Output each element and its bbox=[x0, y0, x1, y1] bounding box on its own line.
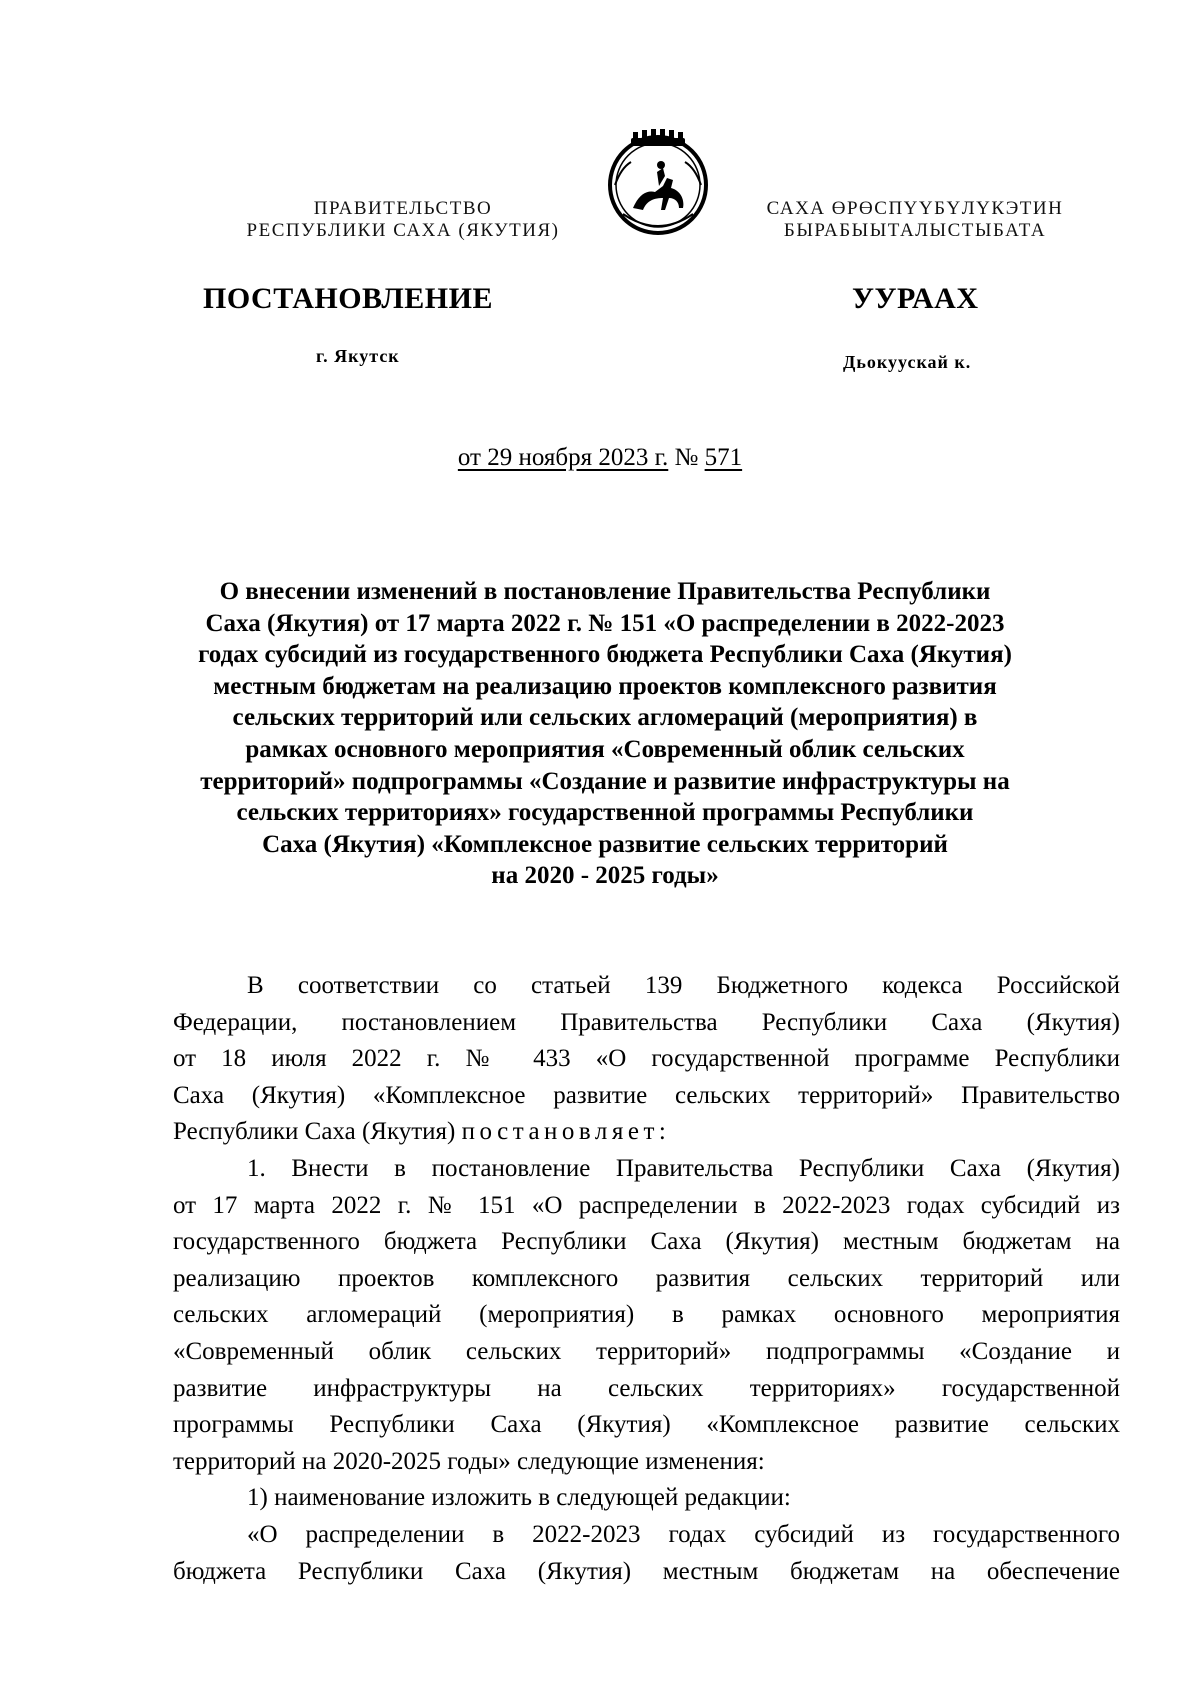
body-line: В соответствии со статьей 139 Бюджетного кодекса Российской bbox=[247, 972, 1120, 999]
body-line: «О распределении в 2022-2023 годах субсидий из государственного bbox=[247, 1520, 1120, 1548]
document-number: 571 bbox=[704, 444, 743, 471]
number-sign: № bbox=[674, 444, 699, 471]
body-line: реализацию проектов комплексного развития сельских территорий или bbox=[173, 1264, 1120, 1292]
body-line: Федерации, постановлением Правительства Республики Саха (Якутия) bbox=[173, 1008, 1120, 1036]
left-doctype: ПОСТАНОВЛЕНИЕ bbox=[203, 282, 493, 315]
body-line: государственного бюджета Республики Саха (Якутия) местным бюджетам на bbox=[173, 1228, 1120, 1256]
right-doctype: УУРААХ bbox=[852, 282, 979, 315]
body-line: развитие инфраструктуры на сельских территориях» государственной bbox=[173, 1374, 1120, 1402]
left-city: г. Якутск bbox=[316, 346, 400, 366]
title-line: на 2020 - 2025 годы» bbox=[491, 862, 719, 890]
paragraph-item-1 bbox=[173, 1151, 1120, 1480]
paragraph-quote bbox=[173, 1517, 1120, 1590]
body-line: сельских агломераций (мероприятия) в рамках основного мероприятия bbox=[173, 1301, 1120, 1329]
coat-of-arms-icon bbox=[603, 128, 713, 238]
right-city: Дьокуускай к. bbox=[843, 352, 972, 372]
title-line: сельских территорий или сельских агломераций (мероприятия) в bbox=[232, 704, 978, 732]
left-org-line-2: РЕСПУБЛИКИ САХА (ЯКУТИЯ) bbox=[246, 220, 560, 241]
title-line: Саха (Якутия) «Комплексное развитие сельских территорий bbox=[262, 830, 948, 858]
body-line: «Современный облик сельских территорий» подпрограммы «Создание и bbox=[173, 1337, 1120, 1365]
resolves-word: постановляет: bbox=[461, 1118, 671, 1146]
body-line: программы Республики Саха (Якутия) «Комплексное развитие сельских bbox=[173, 1411, 1120, 1439]
title-line: территорий» подпрограммы «Создание и развитие инфраструктуры на bbox=[200, 767, 1010, 795]
body-line: бюджета Республики Саха (Якутия) местным бюджетам на обеспечение bbox=[173, 1557, 1120, 1585]
body-line: Саха (Якутия) «Комплексное развитие сельских территорий» Правительство bbox=[173, 1081, 1120, 1109]
document-body bbox=[173, 968, 1120, 1590]
title-line: О внесении изменений в постановление Правительства Республики bbox=[219, 578, 991, 605]
body-line: территорий на 2020-2025 годы» следующие изменения: bbox=[173, 1447, 765, 1475]
left-org-line-1: ПРАВИТЕЛЬСТВО bbox=[313, 198, 493, 219]
left-org-name bbox=[238, 198, 568, 242]
paragraph-preamble bbox=[173, 968, 1120, 1151]
body-line: от 17 марта 2022 г. № 151 «О распределении в 2022-2023 годах субсидий из bbox=[173, 1191, 1120, 1219]
title-line: Саха (Якутия) от 17 марта 2022 г. № 151 «О распределении в 2022-2023 bbox=[205, 609, 1005, 637]
title-line: сельских территориях» государственной программы Республики bbox=[236, 799, 974, 827]
body-line bbox=[173, 1114, 1120, 1151]
document-date-line bbox=[0, 444, 1200, 472]
preamble-prefix: Республики Саха (Якутия) bbox=[173, 1118, 462, 1146]
title-line: местным бюджетам на реализацию проектов комплексного развития bbox=[213, 672, 997, 700]
title-line: рамках основного мероприятия «Современный облик сельских bbox=[245, 735, 965, 763]
paragraph-subitem-1 bbox=[173, 1480, 1120, 1517]
body-line: 1. Внести в постановление Правительства Республики Саха (Якутия) bbox=[247, 1154, 1120, 1182]
document-date: от 29 ноября 2023 г. bbox=[457, 444, 669, 471]
right-org-line-2: БЫРАБЫЫТАЛЫСТЫБАТА bbox=[783, 220, 1047, 241]
right-org-name bbox=[735, 198, 1095, 242]
title-line: годах субсидий из государственного бюджета Республики Саха (Якутия) bbox=[198, 641, 1012, 669]
body-line: от 18 июля 2022 г. № 433 «О государственной программе Республики bbox=[173, 1045, 1120, 1073]
body-line: 1) наименование изложить в следующей редакции: bbox=[247, 1484, 791, 1512]
right-org-line-1: САХА ӨРӨСПҮҮБҮЛҮКЭТИН bbox=[766, 198, 1064, 219]
document-title bbox=[150, 576, 1060, 892]
